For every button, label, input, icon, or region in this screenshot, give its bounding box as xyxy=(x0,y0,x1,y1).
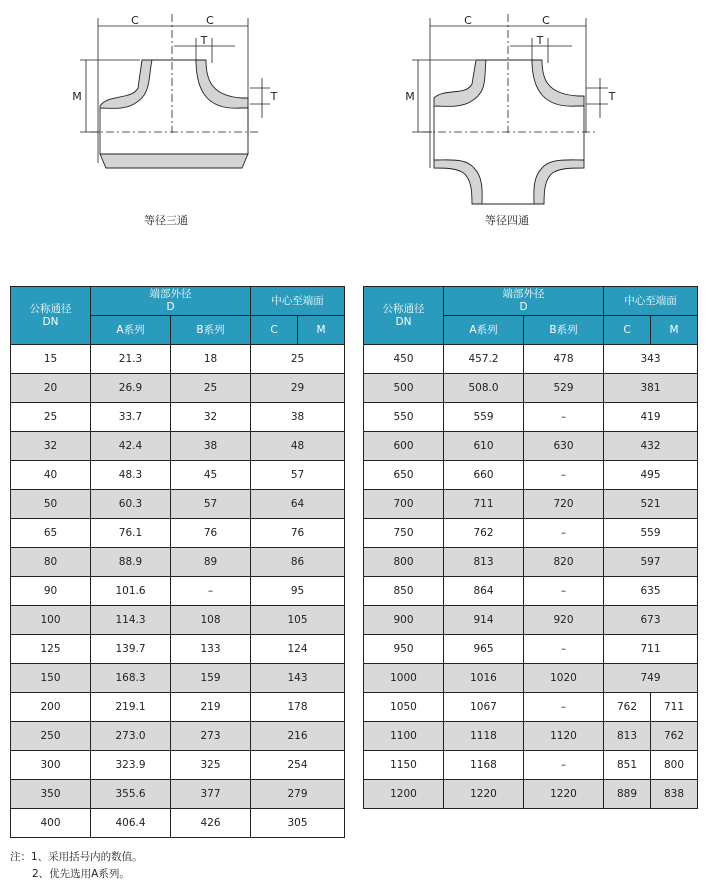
cell-a: 864 xyxy=(444,577,524,606)
cell-cm: 95 xyxy=(251,577,345,606)
table-row xyxy=(11,809,345,838)
header-dn: 公称通径 DN xyxy=(364,287,444,345)
cell-dn: 50 xyxy=(11,490,91,519)
cell-b: 159 xyxy=(171,664,251,693)
cell-b: 89 xyxy=(171,548,251,577)
cell-a: 406.4 xyxy=(91,809,171,838)
table-row xyxy=(11,664,345,693)
cell-a: 914 xyxy=(444,606,524,635)
table-row xyxy=(364,374,698,403)
cell-a: 457.2 xyxy=(444,345,524,374)
cell-a: 1016 xyxy=(444,664,524,693)
cell-cm: 57 xyxy=(251,461,345,490)
cell-cm: 635 xyxy=(604,577,698,606)
cell-dn: 200 xyxy=(11,693,91,722)
cell-b: 219 xyxy=(171,693,251,722)
cell-cm: 38 xyxy=(251,403,345,432)
cell-cm: 711 xyxy=(604,635,698,664)
table-row xyxy=(11,519,345,548)
cell-cm: 216 xyxy=(251,722,345,751)
table-row xyxy=(11,606,345,635)
table-row xyxy=(364,519,698,548)
cell-b: 820 xyxy=(524,548,604,577)
cell-a: 355.6 xyxy=(91,780,171,809)
cell-dn: 300 xyxy=(11,751,91,780)
table-row xyxy=(11,403,345,432)
cell-dn: 600 xyxy=(364,432,444,461)
note-2: 2、优先选用A系列。 xyxy=(32,868,130,880)
cell-b: 25 xyxy=(171,374,251,403)
header-c: C xyxy=(251,316,298,345)
cell-dn: 700 xyxy=(364,490,444,519)
table-row xyxy=(11,577,345,606)
table-row xyxy=(11,722,345,751)
cell-dn: 1100 xyxy=(364,722,444,751)
cell-cm: 559 xyxy=(604,519,698,548)
cell-cm: 381 xyxy=(604,374,698,403)
cell-a: 965 xyxy=(444,635,524,664)
header-outer-diameter: 端部外径 D xyxy=(91,287,251,316)
cell-b: – xyxy=(524,693,604,722)
table-row xyxy=(364,751,698,780)
cell-dn: 40 xyxy=(11,461,91,490)
cell-dn: 1050 xyxy=(364,693,444,722)
header-m: M xyxy=(298,316,345,345)
cell-c: 762 xyxy=(604,693,651,722)
cell-cm: 749 xyxy=(604,664,698,693)
cell-a: 26.9 xyxy=(91,374,171,403)
cell-cm: 64 xyxy=(251,490,345,519)
cell-b: 1220 xyxy=(524,780,604,809)
cell-a: 508.0 xyxy=(444,374,524,403)
cell-b: 1020 xyxy=(524,664,604,693)
cell-a: 139.7 xyxy=(91,635,171,664)
table-row xyxy=(11,693,345,722)
cross-c-left-label: C xyxy=(464,14,472,27)
cell-a: 323.9 xyxy=(91,751,171,780)
table-row xyxy=(364,635,698,664)
tee-c-right-label: C xyxy=(206,14,214,27)
cell-b: – xyxy=(524,461,604,490)
cell-b: 325 xyxy=(171,751,251,780)
cell-b: 377 xyxy=(171,780,251,809)
table-row xyxy=(11,751,345,780)
cell-dn: 25 xyxy=(11,403,91,432)
header-series-a: A系列 xyxy=(444,316,524,345)
cell-m: 838 xyxy=(651,780,698,809)
cell-cm: 521 xyxy=(604,490,698,519)
cell-b: 720 xyxy=(524,490,604,519)
header-series-a: A系列 xyxy=(91,316,171,345)
cell-cm: 305 xyxy=(251,809,345,838)
cell-cm: 254 xyxy=(251,751,345,780)
table-row xyxy=(11,635,345,664)
cell-dn: 950 xyxy=(364,635,444,664)
spec-table-left xyxy=(10,286,345,838)
cross-diagram xyxy=(400,8,630,213)
cell-b: 108 xyxy=(171,606,251,635)
cell-cm: 178 xyxy=(251,693,345,722)
table-row xyxy=(364,461,698,490)
note-1: 注：1、采用括号内的数值。 xyxy=(10,851,143,863)
cell-dn: 650 xyxy=(364,461,444,490)
cell-b: 38 xyxy=(171,432,251,461)
cell-a: 711 xyxy=(444,490,524,519)
cell-m: 711 xyxy=(651,693,698,722)
cell-dn: 900 xyxy=(364,606,444,635)
cell-b: 45 xyxy=(171,461,251,490)
cell-a: 219.1 xyxy=(91,693,171,722)
cell-b: – xyxy=(524,403,604,432)
cell-b: 18 xyxy=(171,345,251,374)
header-outer-diameter: 端部外径 D xyxy=(444,287,604,316)
cross-caption: 等径四通 xyxy=(485,214,529,227)
cell-dn: 15 xyxy=(11,345,91,374)
cell-a: 168.3 xyxy=(91,664,171,693)
header-series-b: B系列 xyxy=(171,316,251,345)
cell-cm: 86 xyxy=(251,548,345,577)
cell-b: 426 xyxy=(171,809,251,838)
cell-a: 1220 xyxy=(444,780,524,809)
cell-cm: 279 xyxy=(251,780,345,809)
cell-a: 762 xyxy=(444,519,524,548)
cell-cm: 673 xyxy=(604,606,698,635)
table-row xyxy=(364,490,698,519)
cell-a: 1118 xyxy=(444,722,524,751)
cell-dn: 500 xyxy=(364,374,444,403)
cell-b: 630 xyxy=(524,432,604,461)
table-row xyxy=(364,693,698,722)
cell-dn: 350 xyxy=(11,780,91,809)
cell-cm: 143 xyxy=(251,664,345,693)
cell-b: 1120 xyxy=(524,722,604,751)
cross-t-top-label: T xyxy=(536,34,544,47)
cell-b: 273 xyxy=(171,722,251,751)
cell-cm: 25 xyxy=(251,345,345,374)
cell-a: 660 xyxy=(444,461,524,490)
cell-cm: 124 xyxy=(251,635,345,664)
cell-b: 478 xyxy=(524,345,604,374)
header-dn: 公称通径 DN xyxy=(11,287,91,345)
cell-dn: 80 xyxy=(11,548,91,577)
cell-c: 851 xyxy=(604,751,651,780)
cell-dn: 800 xyxy=(364,548,444,577)
table-row xyxy=(364,577,698,606)
tee-t-side-label: T xyxy=(270,90,278,103)
cell-b: – xyxy=(171,577,251,606)
table-row xyxy=(364,606,698,635)
cell-b: 32 xyxy=(171,403,251,432)
cell-dn: 250 xyxy=(11,722,91,751)
cell-b: 529 xyxy=(524,374,604,403)
cell-a: 101.6 xyxy=(91,577,171,606)
header-c: C xyxy=(604,316,651,345)
notes xyxy=(10,849,143,883)
table-row xyxy=(364,722,698,751)
cell-dn: 150 xyxy=(11,664,91,693)
cell-b: – xyxy=(524,751,604,780)
cell-a: 559 xyxy=(444,403,524,432)
cell-b: – xyxy=(524,635,604,664)
cell-dn: 850 xyxy=(364,577,444,606)
cell-b: 76 xyxy=(171,519,251,548)
tee-t-top-label: T xyxy=(200,34,208,47)
cross-m-label: M xyxy=(405,90,415,103)
table-row xyxy=(11,780,345,809)
cell-a: 60.3 xyxy=(91,490,171,519)
header-m: M xyxy=(651,316,698,345)
tee-caption: 等径三通 xyxy=(144,214,188,227)
cell-b: – xyxy=(524,577,604,606)
cell-dn: 750 xyxy=(364,519,444,548)
cell-cm: 419 xyxy=(604,403,698,432)
cell-cm: 29 xyxy=(251,374,345,403)
header-center-to-end: 中心至端面 xyxy=(251,287,345,316)
cell-a: 273.0 xyxy=(91,722,171,751)
cell-cm: 495 xyxy=(604,461,698,490)
cell-a: 1168 xyxy=(444,751,524,780)
cell-cm: 76 xyxy=(251,519,345,548)
cell-a: 42.4 xyxy=(91,432,171,461)
cell-dn: 1000 xyxy=(364,664,444,693)
cross-t-side-label: T xyxy=(608,90,616,103)
cell-b: 133 xyxy=(171,635,251,664)
cell-dn: 550 xyxy=(364,403,444,432)
table-row xyxy=(364,664,698,693)
cell-a: 76.1 xyxy=(91,519,171,548)
table-row xyxy=(11,374,345,403)
cell-dn: 90 xyxy=(11,577,91,606)
cell-b: – xyxy=(524,519,604,548)
table-row xyxy=(364,345,698,374)
cell-cm: 105 xyxy=(251,606,345,635)
cell-cm: 597 xyxy=(604,548,698,577)
cell-dn: 100 xyxy=(11,606,91,635)
cell-cm: 432 xyxy=(604,432,698,461)
cell-a: 610 xyxy=(444,432,524,461)
cell-dn: 400 xyxy=(11,809,91,838)
cell-c: 889 xyxy=(604,780,651,809)
tee-c-left-label: C xyxy=(131,14,139,27)
header-series-b: B系列 xyxy=(524,316,604,345)
tee-m-label: M xyxy=(72,90,82,103)
cell-m: 800 xyxy=(651,751,698,780)
cell-dn: 1200 xyxy=(364,780,444,809)
cell-a: 21.3 xyxy=(91,345,171,374)
tee-diagram xyxy=(60,8,290,188)
cell-dn: 1150 xyxy=(364,751,444,780)
header-center-to-end: 中心至端面 xyxy=(604,287,698,316)
cell-dn: 65 xyxy=(11,519,91,548)
table-row xyxy=(11,432,345,461)
cell-dn: 450 xyxy=(364,345,444,374)
cross-c-right-label: C xyxy=(542,14,550,27)
cell-a: 1067 xyxy=(444,693,524,722)
cell-dn: 125 xyxy=(11,635,91,664)
cell-cm: 48 xyxy=(251,432,345,461)
cell-dn: 20 xyxy=(11,374,91,403)
table-row xyxy=(364,403,698,432)
table-row xyxy=(11,548,345,577)
cell-a: 88.9 xyxy=(91,548,171,577)
table-row xyxy=(11,490,345,519)
table-row xyxy=(364,432,698,461)
table-row xyxy=(11,461,345,490)
table-row xyxy=(364,780,698,809)
cell-a: 33.7 xyxy=(91,403,171,432)
cell-a: 48.3 xyxy=(91,461,171,490)
table-row xyxy=(364,548,698,577)
cell-a: 813 xyxy=(444,548,524,577)
cell-dn: 32 xyxy=(11,432,91,461)
cell-c: 813 xyxy=(604,722,651,751)
cell-cm: 343 xyxy=(604,345,698,374)
table-row xyxy=(11,345,345,374)
cell-b: 920 xyxy=(524,606,604,635)
cell-b: 57 xyxy=(171,490,251,519)
spec-table-right xyxy=(363,286,698,809)
cell-a: 114.3 xyxy=(91,606,171,635)
cell-m: 762 xyxy=(651,722,698,751)
